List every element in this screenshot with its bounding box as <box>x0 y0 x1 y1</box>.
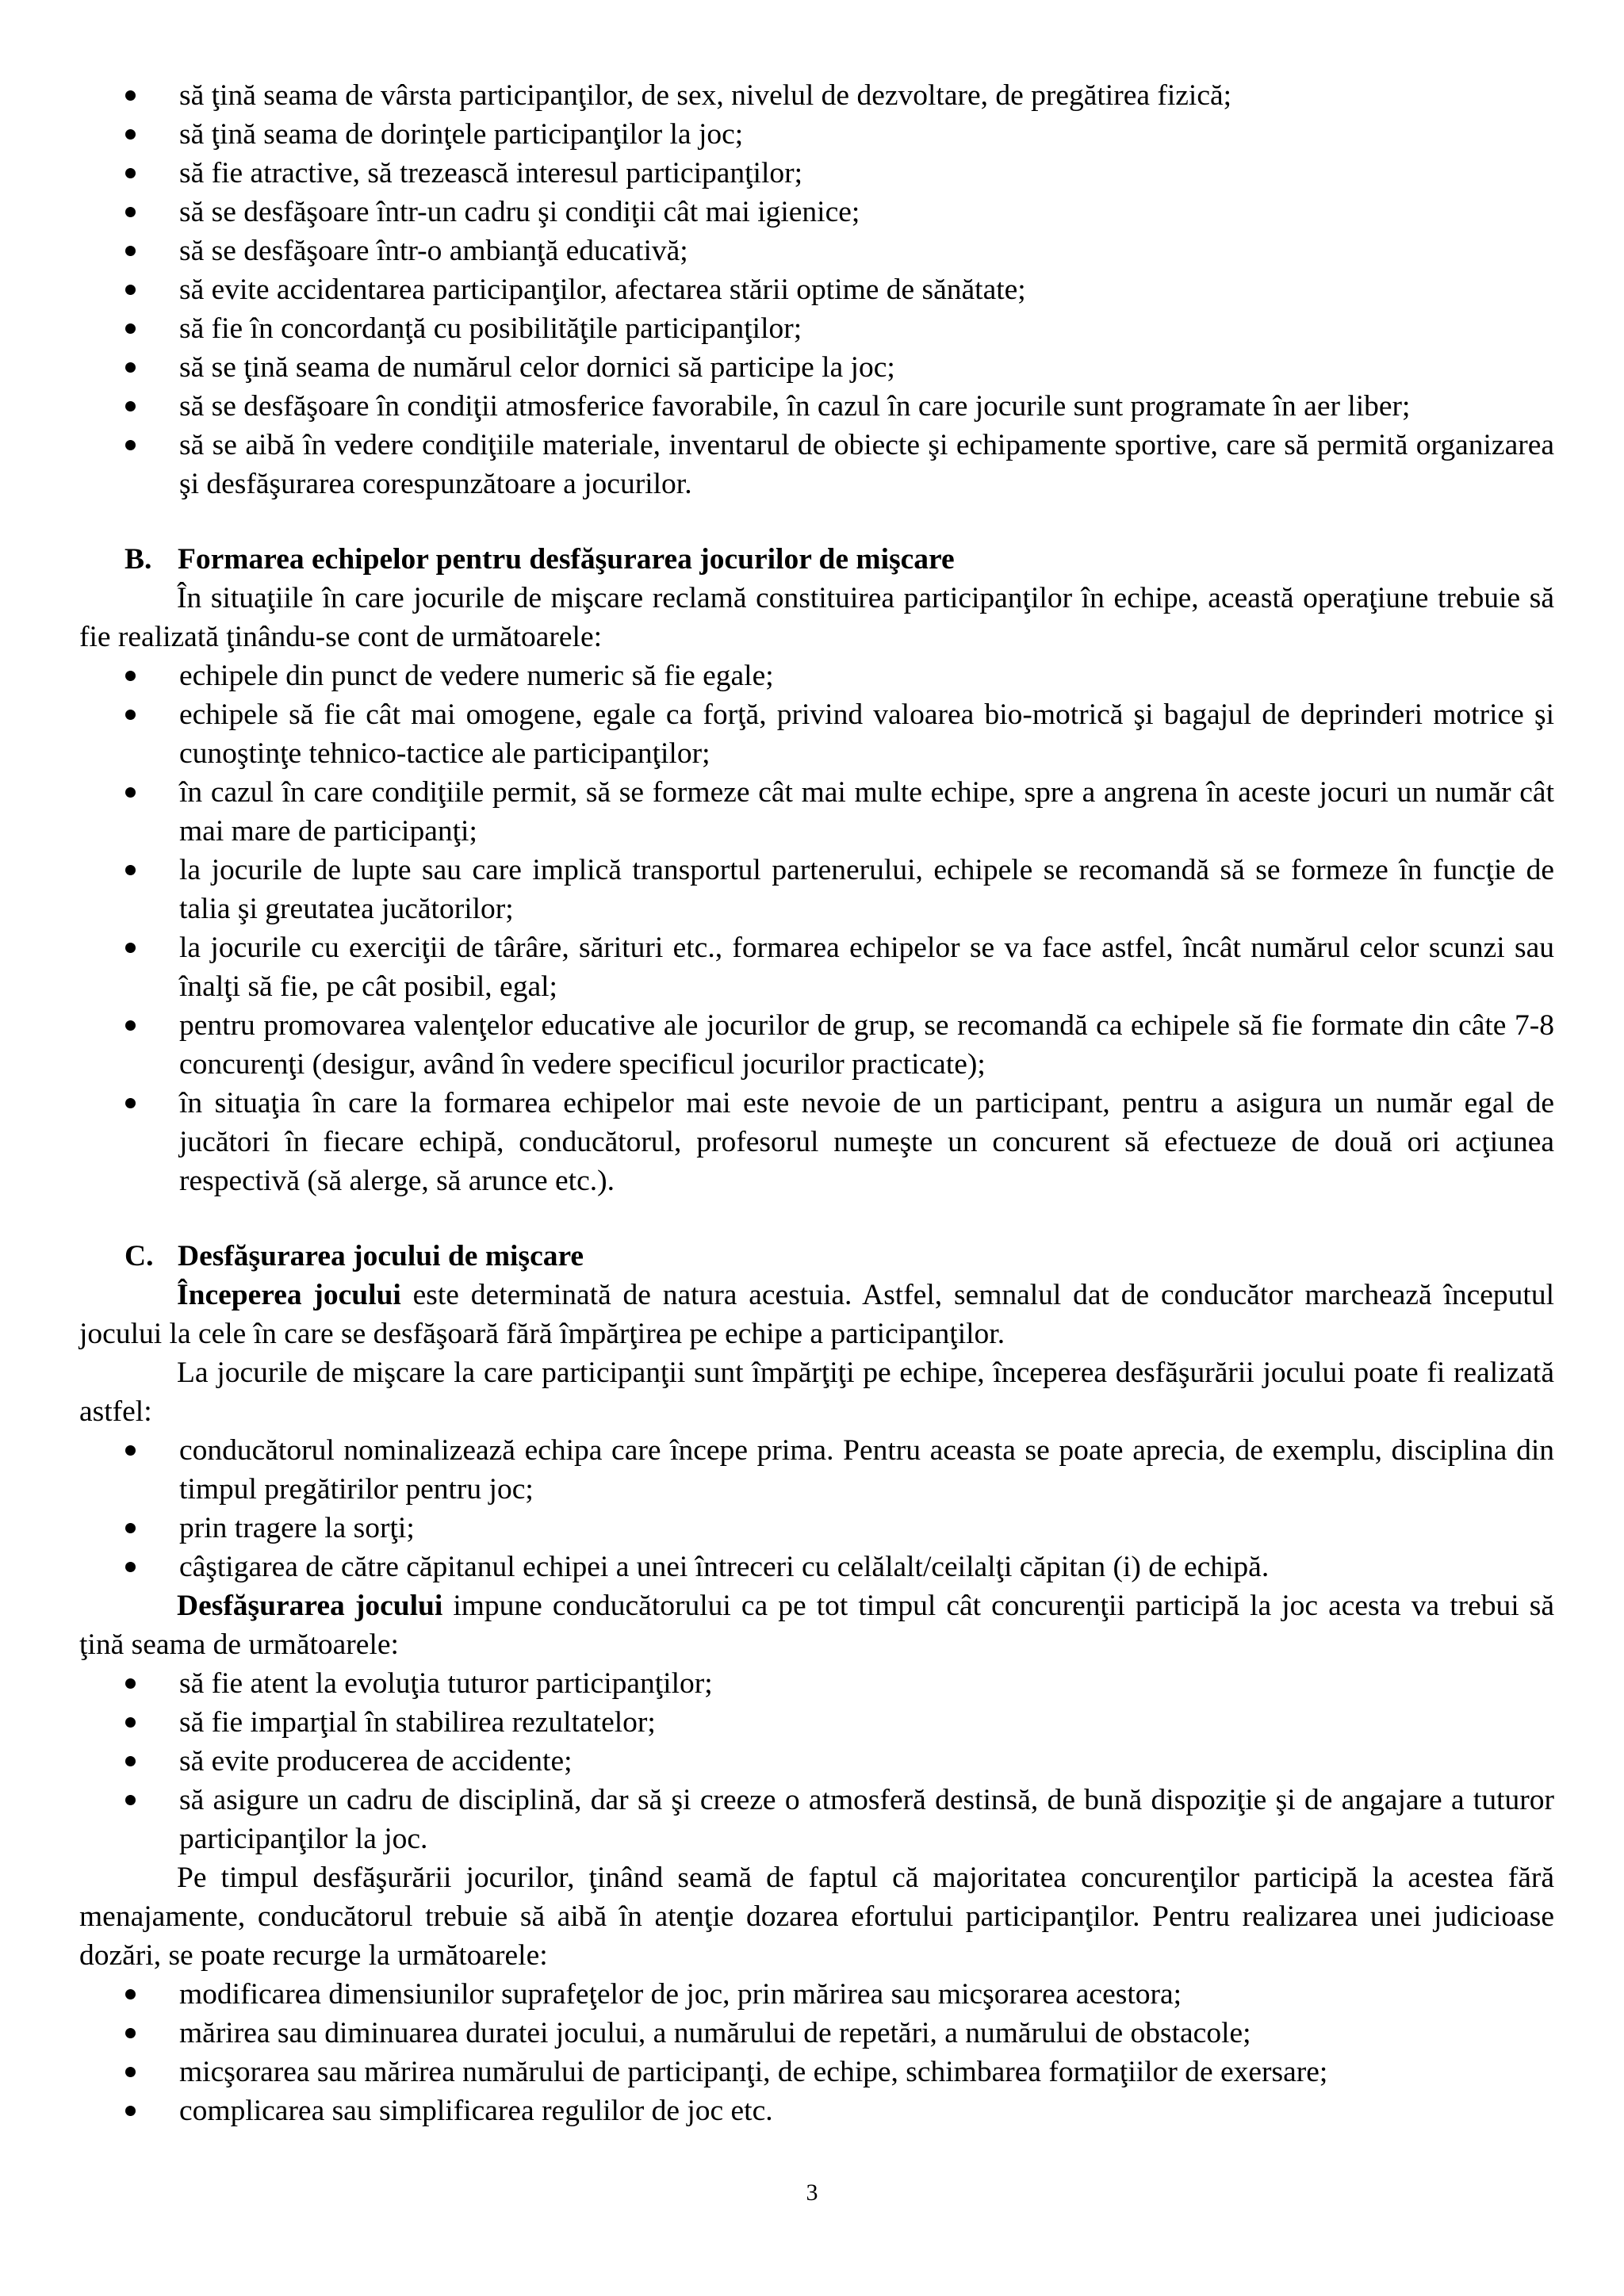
list-item-text: să fie atent la evoluţia tuturor participanţilor; <box>179 1667 713 1700</box>
section-b-letter: B. <box>124 543 152 576</box>
leader-duties-list <box>79 1664 1554 1858</box>
list-item-text: să evite producerea de accidente; <box>179 1745 573 1777</box>
list-item <box>79 1703 1554 1742</box>
bullet-icon <box>125 1989 136 1999</box>
start-methods-list <box>79 1431 1554 1586</box>
list-item-text: micşorarea sau mărirea numărului de participanţi, de echipe, schimbarea formaţiilor de exersare; <box>179 2056 1328 2088</box>
list-item <box>79 387 1554 426</box>
bullet-icon <box>125 1756 136 1766</box>
list-item <box>79 656 1554 695</box>
bullet-icon <box>125 2106 136 2116</box>
list-item <box>79 1975 1554 2014</box>
team-start-paragraph: La jocurile de mişcare la care participanţii sunt împărţiţi pe echipe, începerea desfăşurării jocului poate fi realizată astfel: <box>79 1357 1554 1428</box>
bullet-icon <box>125 1523 136 1533</box>
team-formation-list <box>79 656 1554 1200</box>
bullet-icon <box>125 207 136 217</box>
bullet-icon <box>125 362 136 373</box>
list-item-text: să evite accidentarea participanţilor, afectarea stării optime de sănătate; <box>179 274 1026 306</box>
list-item <box>79 2091 1554 2130</box>
game-start-paragraph <box>79 1276 1554 1353</box>
list-item <box>79 1781 1554 1858</box>
list-item <box>79 270 1554 309</box>
list-item-text: să ţină seama de dorinţele participanţilor la joc; <box>179 118 744 151</box>
bullet-icon <box>125 2028 136 2038</box>
bullet-icon <box>125 671 136 681</box>
game-run-paragraph <box>79 1586 1554 1664</box>
list-item <box>79 309 1554 348</box>
list-item-text: modificarea dimensiunilor suprafeţelor de joc, prin mărirea sau micşorarea acestora; <box>179 1978 1182 2011</box>
list-item-text: să se aibă în vedere condiţiile materiale, inventarul de obiecte şi echipamente sportive, care să permită organizarea şi desfăşurarea corespunzătoare a jocurilor. <box>179 429 1554 500</box>
list-item-text: să se ţină seama de numărul celor dornici să participe la joc; <box>179 351 895 384</box>
effort-dosage-paragraph: Pe timpul desfăşurării jocurilor, ţinând seamă de faptul că majoritatea concurenţilor participă la acestea fără menajamente, conducătorul trebuie să aibă în atenţie dozarea efortului participanţilor. Pentru realizarea unei judicioase dozări, se poate recurge la următoarele: <box>79 1862 1554 1972</box>
list-item <box>79 1006 1554 1084</box>
bullet-icon <box>125 787 136 798</box>
list-item-text: pentru promovarea valenţelor educative ale jocurilor de grup, se recomandă ca echipele să fie formate din câte 7-8 concurenţi (desigur, având în vedere specificul jocurilor practicate); <box>179 1009 1554 1081</box>
section-c-heading <box>79 1237 1554 1276</box>
list-item <box>79 1742 1554 1781</box>
list-item-text: echipele să fie cât mai omogene, egale ca forţă, privind valoarea bio-motrică şi bagajul de deprinderi motrice şi cunoştinţe tehnico-tactice ale participanţilor; <box>179 698 1554 770</box>
list-item <box>79 348 1554 387</box>
bullet-icon <box>125 1795 136 1805</box>
bullet-icon <box>125 129 136 140</box>
bullet-icon <box>125 1020 136 1031</box>
list-item <box>79 2053 1554 2091</box>
list-item-text: conducătorul nominalizează echipa care începe prima. Pentru aceasta se poate aprecia, de exemplu, disciplina din timpul pregătirilor pentru joc; <box>179 1434 1554 1506</box>
bullet-icon <box>125 865 136 875</box>
list-item <box>79 1084 1554 1200</box>
list-item-text: complicarea sau simplificarea regulilor de joc etc. <box>179 2095 773 2127</box>
list-item-text: să se desfăşoare în condiţii atmosferice favorabile, în cazul în care jocurile sunt programate în aer liber; <box>179 390 1411 423</box>
list-item <box>79 1664 1554 1703</box>
list-item <box>79 426 1554 503</box>
section-c-letter: C. <box>124 1240 154 1272</box>
game-run-text: impune conducătorului ca pe tot timpul cât concurenţii participă la joc acesta va trebui să ţină seama de următoarele: <box>79 1590 1554 1661</box>
dosage-methods-list <box>79 1975 1554 2130</box>
spacer <box>79 503 1554 540</box>
list-item <box>79 773 1554 851</box>
section-b-heading <box>79 540 1554 579</box>
bullet-icon <box>125 440 136 450</box>
list-item-text: în situaţia în care la formarea echipelor mai este nevoie de un participant, pentru a asigura un număr egal de jucători în fiecare echipă, conducătorul, profesorul numeşte un concurent să efectueze de două ori acţiunea respectivă (să alerge, să arunce etc.). <box>179 1087 1554 1197</box>
bullet-icon <box>125 1098 136 1108</box>
bullet-icon <box>125 246 136 256</box>
list-item <box>79 115 1554 154</box>
list-item <box>79 1431 1554 1509</box>
section-b-title: Formarea echipelor pentru desfăşurarea jocurilor de mişcare <box>178 543 955 576</box>
list-item <box>79 695 1554 773</box>
list-item <box>79 232 1554 270</box>
list-item-text: să fie în concordanţă cu posibilităţile participanţilor; <box>179 312 802 345</box>
game-start-text: este determinată de natura acestuia. Astfel, semnalul dat de conducător marchează începutul jocului la cele în care se desfăşoară fără împărţirea pe echipe a participanţilor. <box>79 1279 1555 1350</box>
page-number: 3 <box>806 2179 818 2206</box>
list-item <box>79 154 1554 193</box>
game-start-term: Începerea jocului <box>177 1279 401 1311</box>
bullet-icon <box>125 1445 136 1456</box>
list-item <box>79 851 1554 928</box>
requirements-list <box>79 76 1554 503</box>
bullet-icon <box>125 943 136 953</box>
bullet-icon <box>125 168 136 178</box>
list-item <box>79 928 1554 1006</box>
bullet-icon <box>125 1717 136 1728</box>
bullet-icon <box>125 323 136 334</box>
list-item-text: să fie imparţial în stabilirea rezultatelor; <box>179 1706 656 1739</box>
document-page <box>79 76 1554 2130</box>
bullet-icon <box>125 710 136 720</box>
list-item-text: mărirea sau diminuarea duratei jocului, a numărului de repetări, a numărului de obstacole; <box>179 2017 1251 2049</box>
list-item-text: câştigarea de către căpitanul echipei a unei întreceri cu celălalt/ceilalţi căpitan (i) de echipă. <box>179 1551 1270 1583</box>
section-b-intro: În situaţiile în care jocurile de mişcare reclamă constituirea participanţilor în echipe, această operaţiune trebuie să fie realizată ţinându-se cont de următoarele: <box>79 582 1554 653</box>
bullet-icon <box>125 1562 136 1572</box>
list-item-text: în cazul în care condiţiile permit, să se formeze cât mai multe echipe, spre a angrena în aceste jocuri un număr cât mai mare de participanţi; <box>179 776 1554 848</box>
list-item-text: la jocurile cu exerciţii de târâre, sărituri etc., formarea echipelor se va face astfel, încât numărul celor scunzi sau înalţi să fie, pe cât posibil, egal; <box>179 932 1554 1003</box>
list-item <box>79 76 1554 115</box>
list-item <box>79 1548 1554 1586</box>
list-item-text: la jocurile de lupte sau care implică transportul partenerului, echipele se recomandă să se formeze în funcţie de talia şi greutatea jucătorilor; <box>179 854 1554 925</box>
bullet-icon <box>125 2067 136 2077</box>
bullet-icon <box>125 1678 136 1689</box>
list-item-text: să fie atractive, să trezească interesul participanţilor; <box>179 157 803 189</box>
list-item <box>79 193 1554 232</box>
list-item <box>79 1509 1554 1548</box>
game-run-term: Desfăşurarea jocului <box>177 1590 443 1622</box>
list-item-text: prin tragere la sorţi; <box>179 1512 415 1544</box>
bullet-icon <box>125 90 136 101</box>
list-item-text: să asigure un cadru de disciplină, dar să şi creeze o atmosferă destinsă, de bună dispoziţie şi de angajare a tuturor participanţilor la joc. <box>179 1784 1554 1855</box>
list-item-text: să se desfăşoare într-o ambianţă educativă; <box>179 235 688 267</box>
bullet-icon <box>125 401 136 411</box>
list-item-text: să se desfăşoare într-un cadru şi condiţii cât mai igienice; <box>179 196 860 228</box>
section-c-title: Desfăşurarea jocului de mişcare <box>178 1240 584 1272</box>
spacer <box>79 1200 1554 1237</box>
list-item <box>79 2014 1554 2053</box>
list-item-text: echipele din punct de vedere numeric să fie egale; <box>179 660 774 692</box>
bullet-icon <box>125 285 136 295</box>
list-item-text: să ţină seama de vârsta participanţilor, de sex, nivelul de dezvoltare, de pregătirea fizică; <box>179 79 1232 112</box>
